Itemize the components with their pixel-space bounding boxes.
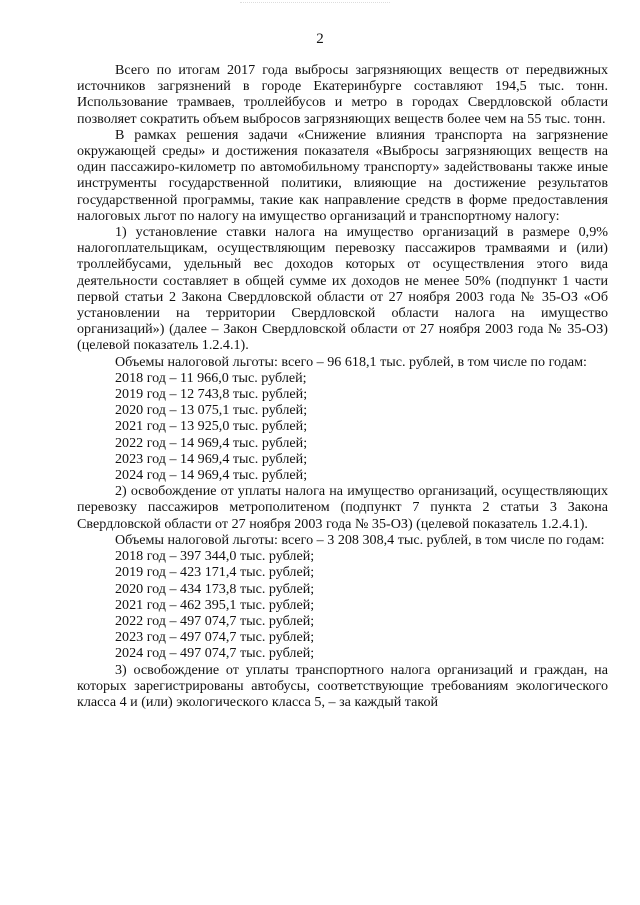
list-item: 2023 год – 497 074,7 тыс. рублей; (115, 629, 315, 646)
list-item: 2018 год – 11 966,0 тыс. рублей; (115, 369, 307, 386)
paragraph-benefit-volume-1: Объемы налоговой льготы: всего – 96 618,1 тыс. рублей, в том числе по годам: (115, 353, 587, 370)
paragraph-item-1: 1) установление ставки налога на имущество организаций в размере 0,9% налогоплательщикам, осуществляющим перевозку пассажиров трамваями и (или) троллейбусами, удельный вес доходов которых от осуществления этого вида деятельности составляет в общей сумме их доходов не менее 50% (подпункт 1 части первой статьи 2 Закона Свердловской области от 27 ноября 2003 года № 35-ОЗ «Об установлении на территории Свердловской области налога на имущество организаций») (далее – Закон Свердловской области от 27 ноября 2003 года № 35-ОЗ) (целевой показатель 1.2.4.1). (77, 224, 608, 354)
list-item: 2022 год – 14 969,4 тыс. рублей; (115, 434, 308, 451)
list-item: 2019 год – 423 171,4 тыс. рублей; (115, 564, 315, 581)
list-item: 2019 год – 12 743,8 тыс. рублей; (115, 386, 308, 403)
document-body (77, 62, 608, 710)
list-item: 2024 год – 14 969,4 тыс. рублей; (115, 467, 308, 484)
list-item: 2020 год – 434 173,8 тыс. рублей; (115, 580, 315, 597)
scan-artifact (240, 2, 390, 9)
list-item: 2021 год – 13 925,0 тыс. рублей; (115, 418, 308, 435)
list-item: 2021 год – 462 395,1 тыс. рублей; (115, 596, 315, 613)
paragraph-emissions-total: Всего по итогам 2017 года выбросы загрязняющих веществ от передвижных источников загрязнений в городе Екатеринбурге составляют 194,5 тыс. тонн. Использование трамваев, троллейбусов и метро в городах Свердловской области позволяет сократить объем выбросов загрязняющих веществ более чем на 55 тыс. тонн. (77, 62, 608, 127)
list-item: 2018 год – 397 344,0 тыс. рублей; (115, 548, 315, 565)
paragraph-benefit-volume-2: Объемы налоговой льготы: всего – 3 208 308,4 тыс. рублей, в том числе по годам: (115, 531, 605, 548)
list-item: 2024 год – 497 074,7 тыс. рублей; (115, 645, 315, 662)
year-list-1 (77, 370, 608, 483)
list-item: 2022 год – 497 074,7 тыс. рублей; (115, 612, 315, 629)
paragraph-item-2: 2) освобождение от уплаты налога на имущество организаций, осуществляющих перевозку пассажиров метрополитеном (подпункт 7 пункта 2 статьи 3 Закона Свердловской области от 27 ноября 2003 года № 35-ОЗ) (целевой показатель 1.2.4.1). (77, 483, 608, 532)
list-item: 2020 год – 13 075,1 тыс. рублей; (115, 402, 308, 419)
paragraph-task-measures: В рамках решения задачи «Снижение влияния транспорта на загрязнение окружающей среды» и достижения показателя «Выбросы загрязняющих веществ на один пассажиро-километр по автомобильному транспорту» задействованы также иные инструменты государственной политики, влияющие на достижение результатов государственной программы, такие как направление средств в форме предоставления налоговых льгот по налогу на имущество организаций и транспортному налогу: (77, 126, 608, 224)
list-item: 2023 год – 14 969,4 тыс. рублей; (115, 450, 308, 467)
page-number: 2 (316, 31, 324, 47)
paragraph-item-3: 3) освобождение от уплаты транспортного налога организаций и граждан, на которых зарегистрированы автобусы, соответствующие требованиям экологического класса 4 и (или) экологического класса 5, – за каждый такой (77, 661, 608, 710)
year-list-2 (77, 548, 608, 661)
